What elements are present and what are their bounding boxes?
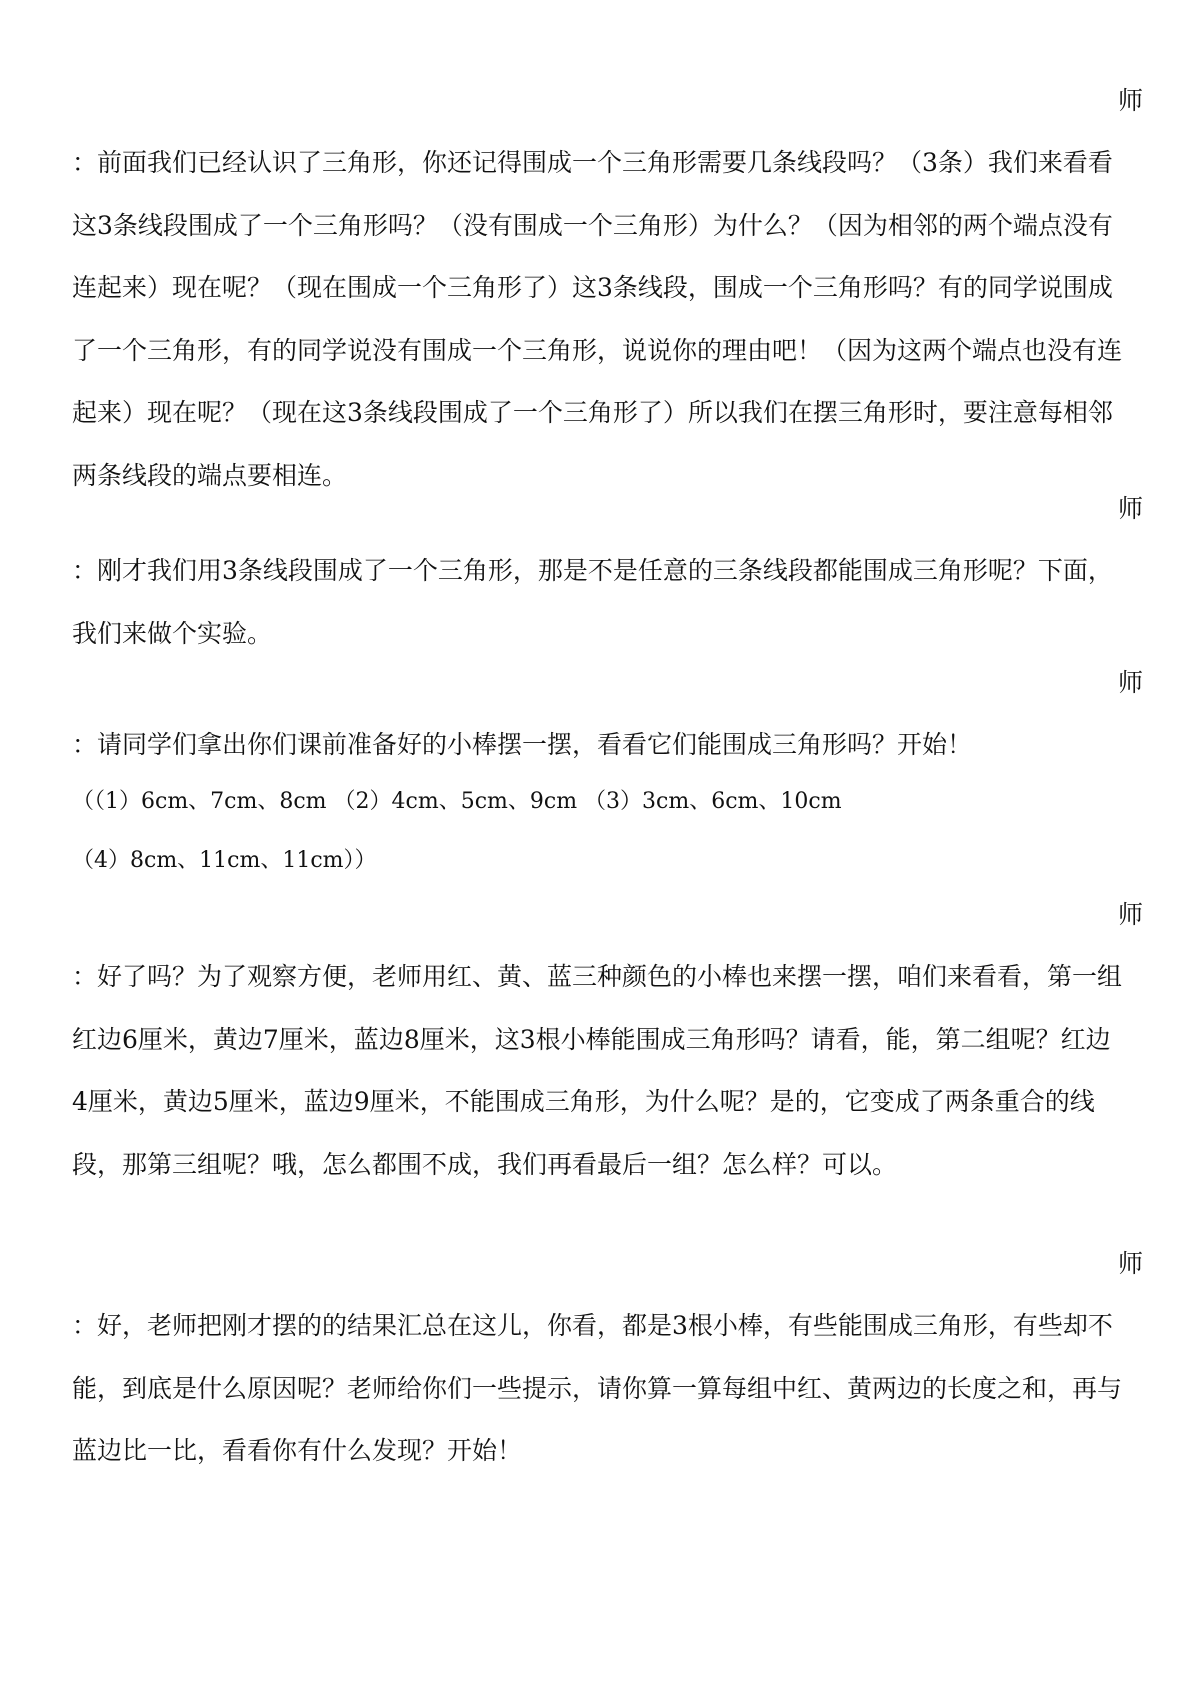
stick-lengths-line-1: （（1）6cm、7cm、8cm （2）4cm、5cm、9cm （3）3cm、6cm、10cm — [72, 789, 842, 814]
speaker-label-4: 师 — [1117, 900, 1143, 929]
speaker-label-3: 师 — [1117, 668, 1143, 697]
speaker-label-5: 师 — [1117, 1249, 1143, 1278]
paragraph-2: ：刚才我们用3条线段围成了一个三角形，那是不是任意的三条线段都能围成三角形呢？下面，我们来做个实验。 — [72, 556, 1113, 648]
stick-lengths-line-2: （4）8cm、11cm、11cm）） — [72, 848, 377, 873]
paragraph-1: ：前面我们已经认识了三角形，你还记得围成一个三角形需要几条线段吗？（3条）我们来看看这3条线段围成了一个三角形吗？（没有围成一个三角形）为什么？（因为相邻的两个端点没有连起来）现在呢？（现在围成一个三角形了）这3条线段，围成一个三角形吗？有的同学说围成了一个三角形，有的同学说没有围成一个三角形，说说你的理由吧！（因为这两个端点也没有连起来）现在呢？（现在这3条线段围成了一个三角形了）所以我们在摆三角形时，要注意每相邻两条线段的端点要相连。 — [72, 148, 1123, 490]
speaker-label-2: 师 — [1117, 494, 1143, 523]
paragraph-3: ：请同学们拿出你们课前准备好的小棒摆一摆，看看它们能围成三角形吗？开始！ — [72, 730, 973, 759]
paragraph-5: ：好，老师把刚才摆的的结果汇总在这儿，你看，都是3根小棒，有些能围成三角形，有些却不能，到底是什么原因呢？老师给你们一些提示，请你算一算每组中红、黄两边的长度之和，再与蓝边比一比，看看你有什么发现？开始！ — [72, 1311, 1123, 1465]
speaker-label-1: 师 — [1117, 86, 1143, 115]
paragraph-4: ：好了吗？为了观察方便，老师用红、黄、蓝三种颜色的小棒也来摆一摆，咱们来看看，第一组红边6厘米，黄边7厘米，蓝边8厘米，这3根小棒能围成三角形吗？请看，能，第二组呢？红边4厘米，黄边5厘米，蓝边9厘米，不能围成三角形，为什么呢？是的，它变成了两条重合的线段，那第三组呢？哦，怎么都围不成，我们再看最后一组？怎么样？可以。 — [72, 962, 1123, 1179]
